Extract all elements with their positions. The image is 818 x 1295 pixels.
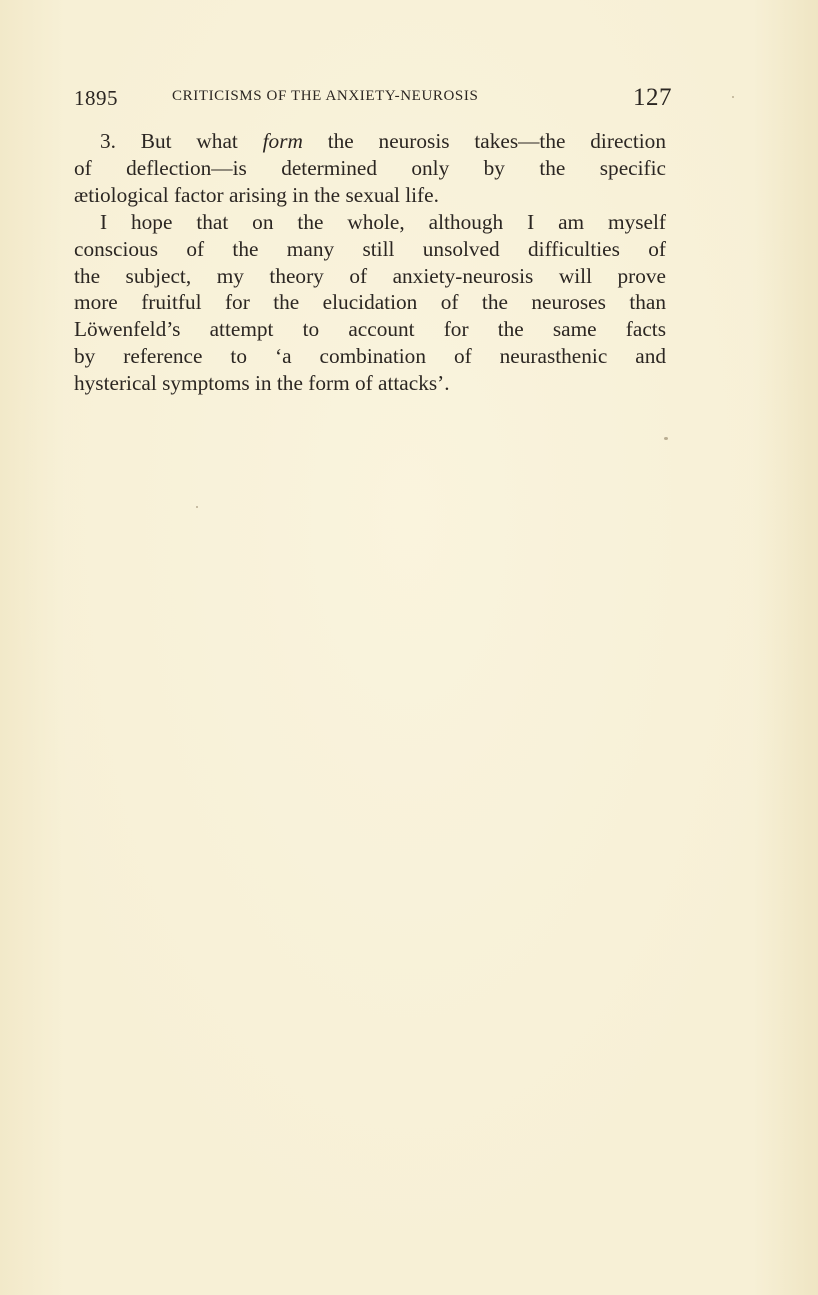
body-text: [74, 128, 666, 397]
paragraph-2: [74, 209, 666, 397]
running-head: [74, 84, 672, 114]
line-text: the neurosis takes—the direction: [302, 129, 666, 153]
paragraph-line: ætiological factor arising in the sexual life.: [74, 182, 439, 207]
paragraph-line: of deflection—is determined only by the specific: [74, 155, 666, 180]
paragraph-1: [74, 128, 666, 209]
paper-speck: [664, 437, 668, 440]
paragraph-line: the subject, my theory of anxiety-neurosis will prove: [74, 263, 666, 288]
page-number: 127: [633, 84, 672, 111]
paragraph-line: [74, 128, 666, 155]
paragraph-line: by reference to ‘a combination of neurasthenic and: [74, 344, 666, 369]
paragraph-line: Löwenfeld’s attempt to account for the same facts: [74, 317, 666, 342]
paragraph-line: conscious of the many still unsolved difficulties of: [74, 236, 666, 261]
italic-emphasis: form: [262, 129, 303, 153]
paragraph-line: hysterical symptoms in the form of attacks’.: [74, 371, 450, 396]
paragraph-line: I hope that on the whole, although I am myself: [100, 209, 666, 234]
paragraph-line: more fruitful for the elucidation of the neuroses than: [74, 290, 666, 315]
running-head-title: CRITICISMS OF THE ANXIETY-NEUROSIS: [172, 88, 479, 104]
paper-speck: [196, 506, 198, 508]
running-head-year: 1895: [74, 86, 118, 110]
paper-speck: [732, 96, 734, 98]
line-text: 3. But what: [100, 129, 263, 153]
